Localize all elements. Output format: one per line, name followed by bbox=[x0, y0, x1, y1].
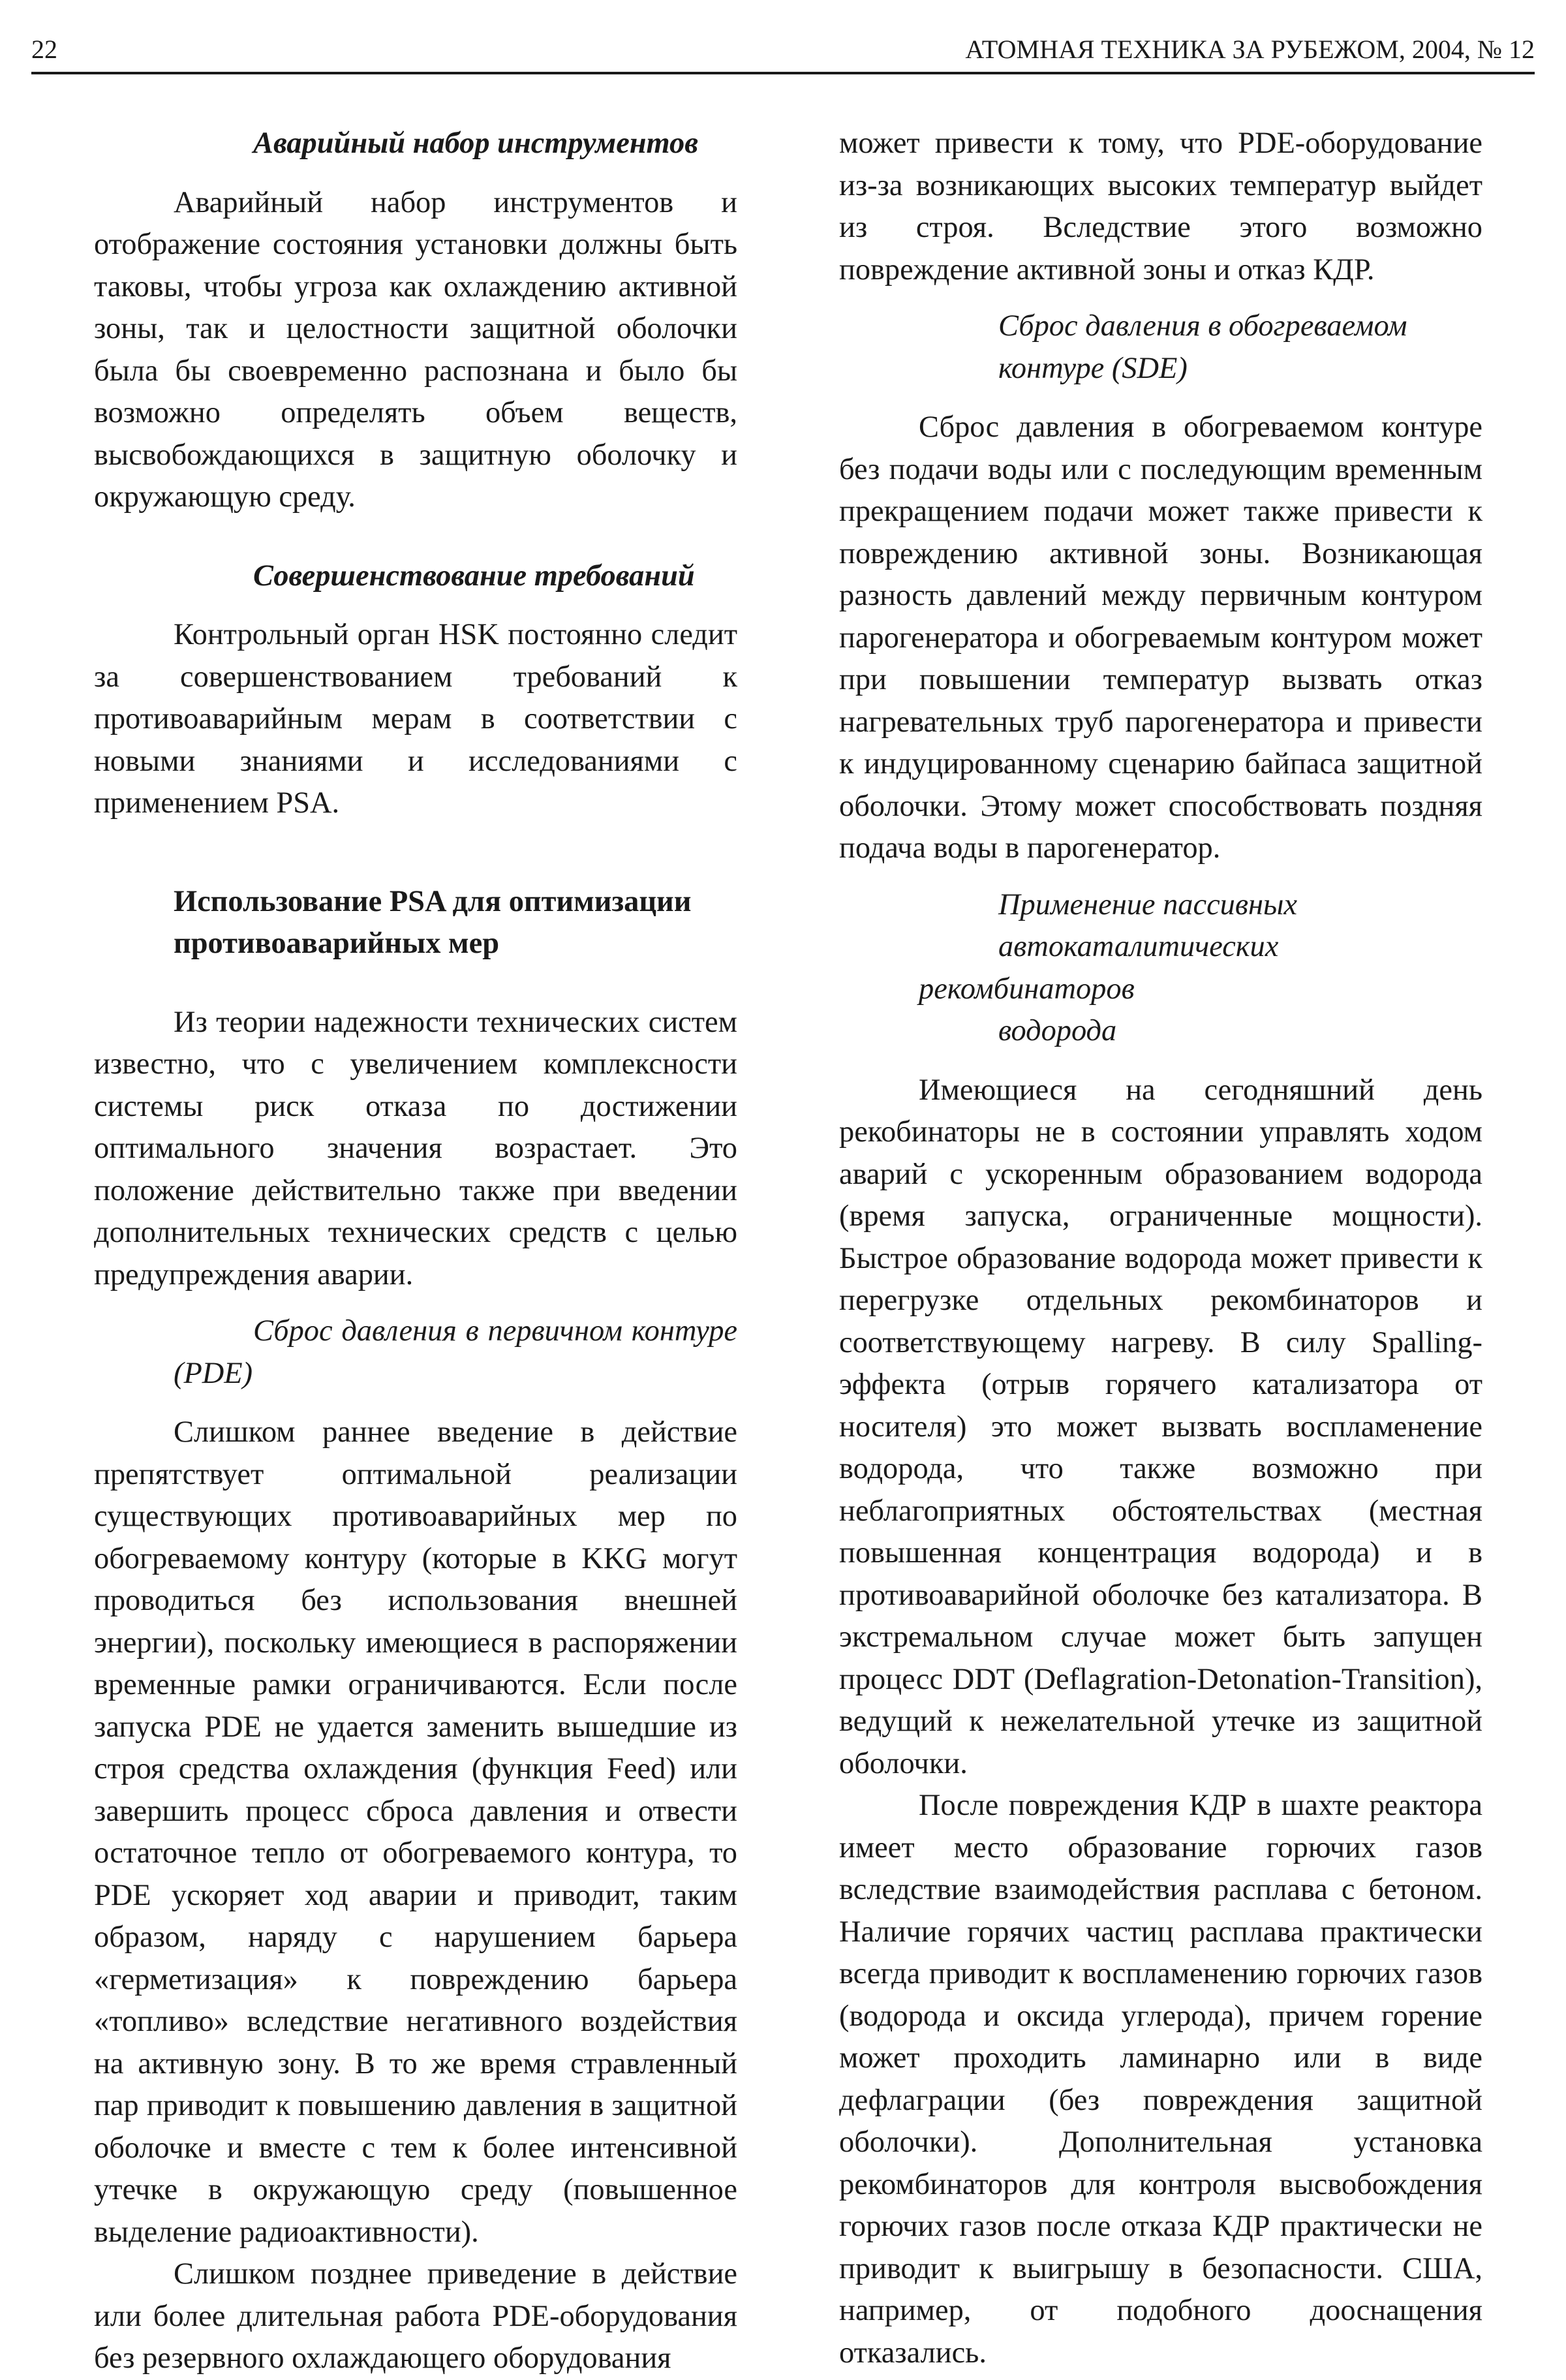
subheading-sde bbox=[839, 305, 1482, 390]
page-number: 22 bbox=[31, 35, 57, 64]
section-heading bbox=[94, 881, 737, 965]
section-heading-line-2: противоаварийных мер bbox=[174, 927, 499, 960]
paragraph-recombiners: Имеющиеся на сегодняшний день рекобинаторы не в состоянии управлять ходом аварий с ускоренным образованием водорода (время запуска, ограниченные мощности). Быстрое образование водорода может привести к перегрузке отдельных рекомбинаторов и соответствующему нагреву. В силу Spalling-эффекта (отрыв горячего катализатора от носителя) это может вызвать воспламенение водорода, что также возможно при неблагоприятных обстоятельствах (местная повышенная концентрация водорода) и в противоаварийной оболочке без катализатора. В экстремальном случае может быть запущен процесс DDT (Deflagration-Detonation-Transition), ведущий к нежелательной утечке из защитной оболочки. bbox=[839, 1073, 1482, 1780]
subheading-recombiners-line-1: Применение пассивных bbox=[998, 888, 1298, 921]
paragraph-requirements: Контрольный орган HSK постоянно следит за совершенствованием требований к противоаварийным мерам в соответствии с новыми знаниями и исследованиями с применением PSA. bbox=[94, 618, 737, 820]
subheading-recombiners-line-3: водорода bbox=[998, 1014, 1117, 1047]
subheading-sde-line-1: Сброс давления в обогреваемом bbox=[998, 309, 1407, 343]
subheading-recombiners-line-2: автокаталитических рекомбинаторов bbox=[919, 930, 1279, 1006]
subheading-pde: Сброс давления в первичном контуре (PDE) bbox=[174, 1314, 737, 1390]
right-column bbox=[839, 123, 1482, 2374]
subheading-sde-line-2: контуре (SDE) bbox=[998, 351, 1188, 385]
running-header bbox=[31, 23, 1535, 74]
paragraph-pde-continued: может привести к тому, что PDE-оборудование из-за возникающих высоких температур выйдет из строя. Вследствие этого возможно повреждение активной зоны и отказ КДР. bbox=[839, 127, 1482, 286]
journal-title: АТОМНАЯ ТЕХНИКА ЗА РУБЕЖОМ, 2004, № 12 bbox=[965, 35, 1535, 64]
paragraph-reliability-theory: Из теории надежности технических систем известно, что с увеличением комплексности системы риск отказа по достижении оптимального значения возрастает. Это положение действительно также при введении дополнительных технических средств с целью предупреждения аварии. bbox=[94, 1005, 737, 1291]
subheading-recombiners bbox=[839, 884, 1482, 1053]
paragraph-sde: Сброс давления в обогреваемом контуре без подачи воды или с последующим временным прекращением подачи может также привести к повреждению активной зоны. Возникающая разность давлений между первичным контуром парогенератора и обогреваемым контуром может при повышении температур вызвать отказ нагревательных труб парогенератора и привести к индуцированному сценарию байпаса защитной оболочки. Этому может способствовать поздняя подача воды в парогенератор. bbox=[839, 410, 1482, 865]
subheading-requirements: Совершенствование требований bbox=[253, 559, 695, 593]
paragraph-melt-concrete: После повреждения КДР в шахте реактора имеет место образование горючих газов вследствие взаимодействия расплава с бетоном. Наличие горячих частиц расплава практически всегда приводит к воспламенению горючих газов (водорода и оксида углерода), причем горение может проходить ламинарно или в виде дефлаграции (без повреждения защитной оболочки). Дополнительная установка рекомбинаторов для контроля высвобождения горючих газов после отказа КДР практически не приводит к выигрышу в безопасности. США, например, от подобного дооснащения отказались. bbox=[839, 1789, 1482, 2370]
paragraph-pde-early: Слишком раннее введение в действие препятствует оптимальной реализации существующих противоаварийных мер по обогреваемому контуру (которые в KKG могут проводиться без использования внешней энергии), поскольку имеющиеся в распоряжении временные рамки ограничиваются. Если после запуска PDE не удается заменить вышедшие из строя средства охлаждения (функция Feed) или завершить процесс сброса давления и отвести остаточное тепло от обогреваемого контура, то PDE ускоряет ход аварии и приводит, таким образом, наряду с нарушением барьера «герметизация» к повреждению барьера «топливо» вследствие негативного воздействия на активную зону. В то же время стравленный пар приводит к повышению давления в защитной оболочке и вместе с тем к более интенсивной утечке в окружающую среду (повышенное выделение радиоактивности). bbox=[94, 1415, 737, 2249]
paragraph-pde-late: Слишком позднее приведение в действие или более длительная работа PDE-оборудования без резервного охлаждающего оборудования bbox=[94, 2257, 737, 2375]
section-heading-line-1: Использование PSA для оптимизации bbox=[174, 884, 692, 918]
paragraph-emergency-instruments: Аварийный набор инструментов и отображение состояния установки должны быть таковы, чтобы угроза как охлаждению активной зоны, так и целостности защитной оболочки была бы своевременно распознана и было бы возможно определять объем веществ, высвобождающихся в защитную оболочку и окружающую среду. bbox=[94, 185, 737, 514]
left-column bbox=[94, 123, 737, 2380]
subheading-emergency-instruments: Аварийный набор инструментов bbox=[253, 127, 698, 160]
